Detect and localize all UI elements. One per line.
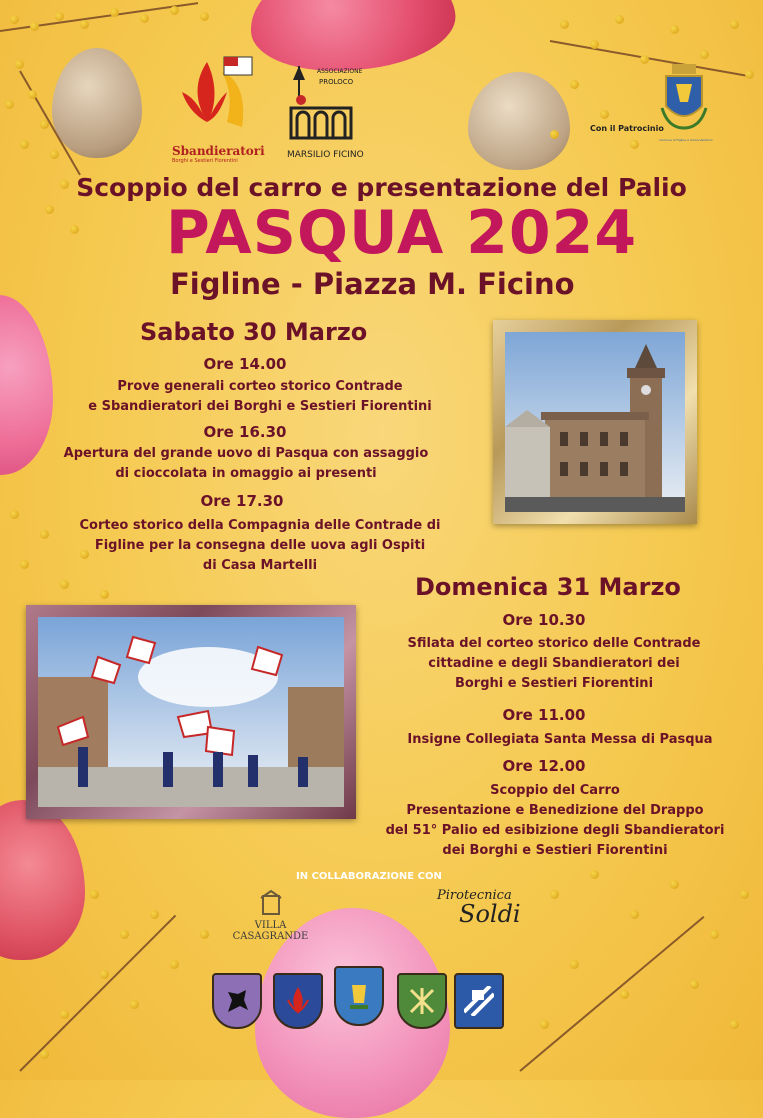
palazzo-photo-image: [505, 332, 685, 512]
blue-stripe-shield-icon: [454, 973, 504, 1029]
florence-lily-icon: [172, 52, 262, 140]
proloco-name: MARSILIO FICINO: [287, 150, 364, 160]
pirotecnica-label: Pirotecnica: [437, 888, 512, 903]
saturday-event-3-desc: Corteo storico della Compagnia delle Contrade di Figline per la consegna delle uova agli Ospiti di Casa Martelli: [79, 518, 441, 573]
municipal-crest-icon: [660, 62, 708, 132]
villa-crest-icon: [259, 890, 283, 916]
mimosa-branch-icon: [510, 850, 763, 1080]
municipal-shield-icon: [334, 966, 384, 1026]
palazzo-photo-frame: [493, 320, 697, 524]
sunday-event-2-desc: Insigne Collegiata Santa Messa di Pasqua: [407, 732, 713, 747]
sunday-event-2-time: Ore 11.00: [502, 706, 586, 724]
saturday-event-1-desc: Prove generali corteo storico Contrade e Sbandieratori dei Borghi e Sestieri Fiorentini: [88, 379, 432, 414]
sbandieratori-sub: Borghi e Sestieri Fiorentini: [172, 158, 238, 164]
lily-shield-icon: [273, 973, 323, 1029]
event-subtitle: Scoppio del carro e presentazione del Palio: [76, 173, 687, 202]
flag-wavers-photo-image: [38, 617, 344, 807]
villa-casagrande-name: VILLA CASAGRANDE: [232, 920, 309, 942]
horse-shield-icon: [212, 973, 262, 1029]
sbandieratori-name: Sbandieratori: [172, 144, 265, 158]
soldi-label: Soldi: [459, 900, 521, 928]
event-place: Figline - Piazza M. Ficino: [170, 267, 575, 301]
proloco-label-2: PROLOCO: [319, 78, 354, 86]
patronage-block: [590, 62, 740, 162]
green-cross-shield-icon: [397, 973, 447, 1029]
saturday-event-3-time: Ore 17.30: [200, 492, 284, 510]
sunday-event-3-time: Ore 12.00: [502, 757, 586, 775]
proloco-logo: [287, 62, 367, 162]
proloco-label-1: ASSOCIAZIONE: [317, 68, 363, 75]
sbandieratori-logo: [172, 52, 265, 164]
sunday-heading: Domenica 31 Marzo: [415, 573, 681, 601]
saturday-event-2-time: Ore 16.30: [203, 423, 287, 441]
patronage-label: Con il Patrocinio: [590, 124, 664, 133]
villa-casagrande-logo: [218, 890, 323, 942]
patronage-sub: Comune di Figline e Incisa Valdarno: [659, 138, 713, 142]
event-title: PASQUA 2024: [165, 198, 638, 268]
collaboration-label: IN COLLABORAZIONE CON: [296, 871, 442, 882]
sunday-event-1-desc: Sfilata del corteo storico delle Contrade cittadine e degli Sbandieratori dei Borghi e Sestieri Fiorentini: [407, 636, 701, 691]
pirotecnica-soldi-logo: [437, 888, 527, 934]
saturday-heading: Sabato 30 Marzo: [140, 318, 368, 346]
saturday-event-1-time: Ore 14.00: [203, 355, 287, 373]
saturday-event-2-desc: Apertura del grande uovo di Pasqua con assaggio di cioccolata in omaggio ai presenti: [63, 446, 429, 481]
sunday-event-3-desc: Scoppio del Carro Presentazione e Benedizione del Drappo del 51° Palio ed esibizione degli Sbandieratori dei Borghi e Sestieri Fiorentini: [385, 783, 725, 858]
flag-wavers-photo-frame: [26, 605, 356, 819]
sunday-event-1-time: Ore 10.30: [502, 611, 586, 629]
